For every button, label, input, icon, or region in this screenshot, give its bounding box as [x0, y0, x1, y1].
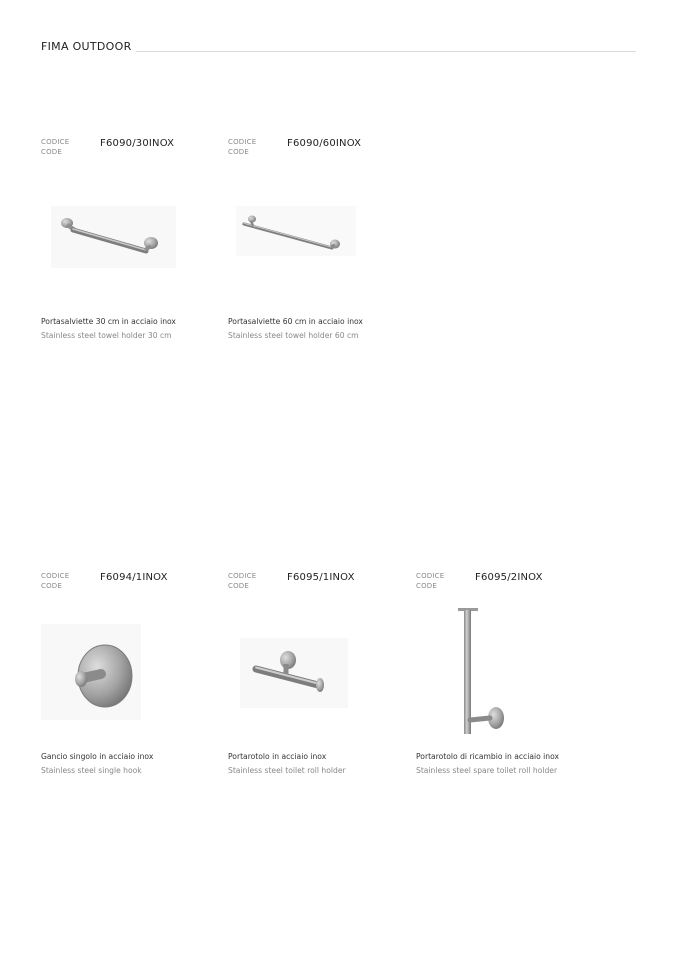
product-code: F6090/60INOX [287, 138, 362, 149]
codice-label: CODICE [41, 138, 70, 146]
product-code: F6090/30INOX [100, 138, 175, 149]
product-desc-en: Stainless steel spare toilet roll holder [416, 766, 558, 775]
toilet-roll-holder-image [240, 638, 348, 708]
towel-bar-60cm-image [236, 206, 356, 256]
codice-label: CODICE [416, 572, 445, 580]
code-labels [41, 138, 69, 157]
code-label: CODE [41, 147, 63, 156]
code-label: CODE [416, 581, 438, 590]
product-desc-en: Stainless steel single hook [41, 766, 142, 775]
code-label: CODE [228, 147, 250, 156]
code-labels [228, 138, 256, 157]
product-card [228, 572, 408, 792]
product-code: F6094/1INOX [100, 572, 168, 583]
product-desc-en: Stainless steel towel holder 60 cm [228, 331, 359, 340]
towel-bar-30cm-image [51, 206, 176, 268]
product-desc-it: Portarotolo in acciaio inox [228, 752, 327, 761]
product-desc-it: Portasalviette 30 cm in acciaio inox [41, 317, 176, 326]
product-card [416, 572, 596, 792]
code-labels [228, 572, 256, 591]
product-desc-it: Portarotolo di ricambio in acciaio inox [416, 752, 559, 761]
product-desc-en: Stainless steel towel holder 30 cm [41, 331, 172, 340]
product-desc-it: Gancio singolo in acciaio inox [41, 752, 154, 761]
product-desc-en: Stainless steel toilet roll holder [228, 766, 346, 775]
single-hook-image [41, 624, 141, 720]
code-label: CODE [41, 581, 63, 590]
codice-label: CODICE [228, 572, 257, 580]
product-code: F6095/1INOX [287, 572, 355, 583]
product-card [41, 138, 221, 358]
product-desc-it: Portasalviette 60 cm in acciaio inox [228, 317, 363, 326]
codice-label: CODICE [41, 572, 70, 580]
product-card [41, 572, 221, 792]
header-divider [136, 51, 636, 52]
code-label: CODE [228, 581, 250, 590]
product-card [228, 138, 408, 358]
spare-roll-holder-image [452, 606, 512, 738]
page-title: FIMA OUTDOOR [41, 40, 132, 53]
code-labels [416, 572, 444, 591]
code-labels [41, 572, 69, 591]
codice-label: CODICE [228, 138, 257, 146]
product-code: F6095/2INOX [475, 572, 543, 583]
